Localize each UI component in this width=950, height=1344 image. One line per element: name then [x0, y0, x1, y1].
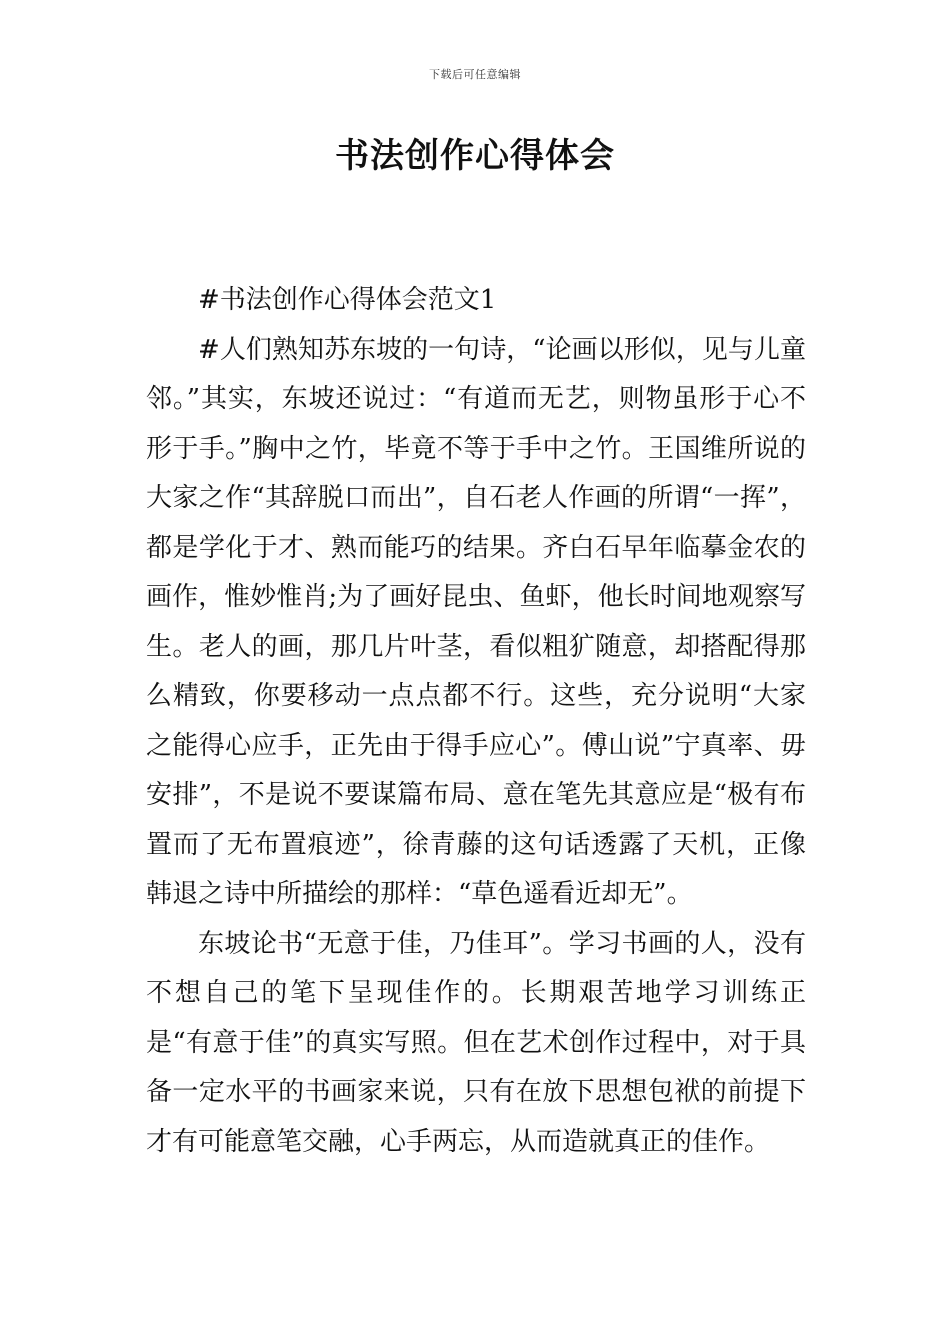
document-title: 书法创作心得体会 [335, 136, 615, 176]
document-body [146, 276, 806, 1167]
paragraph-heading: #书法创作心得体会范文1 [198, 285, 497, 315]
paragraph: #人们熟知苏东坡的一句诗，“论画以形似，见与儿童邻。”其实，东坡还说过：“有道而无艺，则物虽形于心不形于手。”胸中之竹，毕竟不等于手中之竹。王国维所说的大家之作“其辞脱口而出”，自石老人作画的所谓“一挥”，都是学化于才、熟而能巧的结果。齐白石早年临摹金农的画作，惟妙惟肖;为了画好昆虫、鱼虾，他长时间地观察写生。老人的画，那几片叶茎，看似粗犷随意，却搭配得那么精致，你要移动一点点都不行。这些，充分说明“大家之能得心应手，正先由于得手应心”。傅山说”宁真率、毋安排”，不是说不要谋篇布局、意在笔先其意应是“极有布置而了无布置痕迹”，徐青藤的这句话透露了天机，正像韩退之诗中所描绘的那样：“草色遥看近却无”。 [146, 334, 806, 909]
paragraph: 东坡论书“无意于佳，乃佳耳”。学习书画的人，没有不想自己的笔下呈现佳作的。长期艰苦地学习训练正是“有意于佳”的真实写照。但在艺术创作过程中，对于具备一定水平的书画家来说，只有在放下思想包袱的前提下才有可能意笔交融，心手两忘，从而造就真正的佳作。 [146, 928, 806, 1157]
header-note: 下载后可任意编辑 [429, 68, 521, 81]
